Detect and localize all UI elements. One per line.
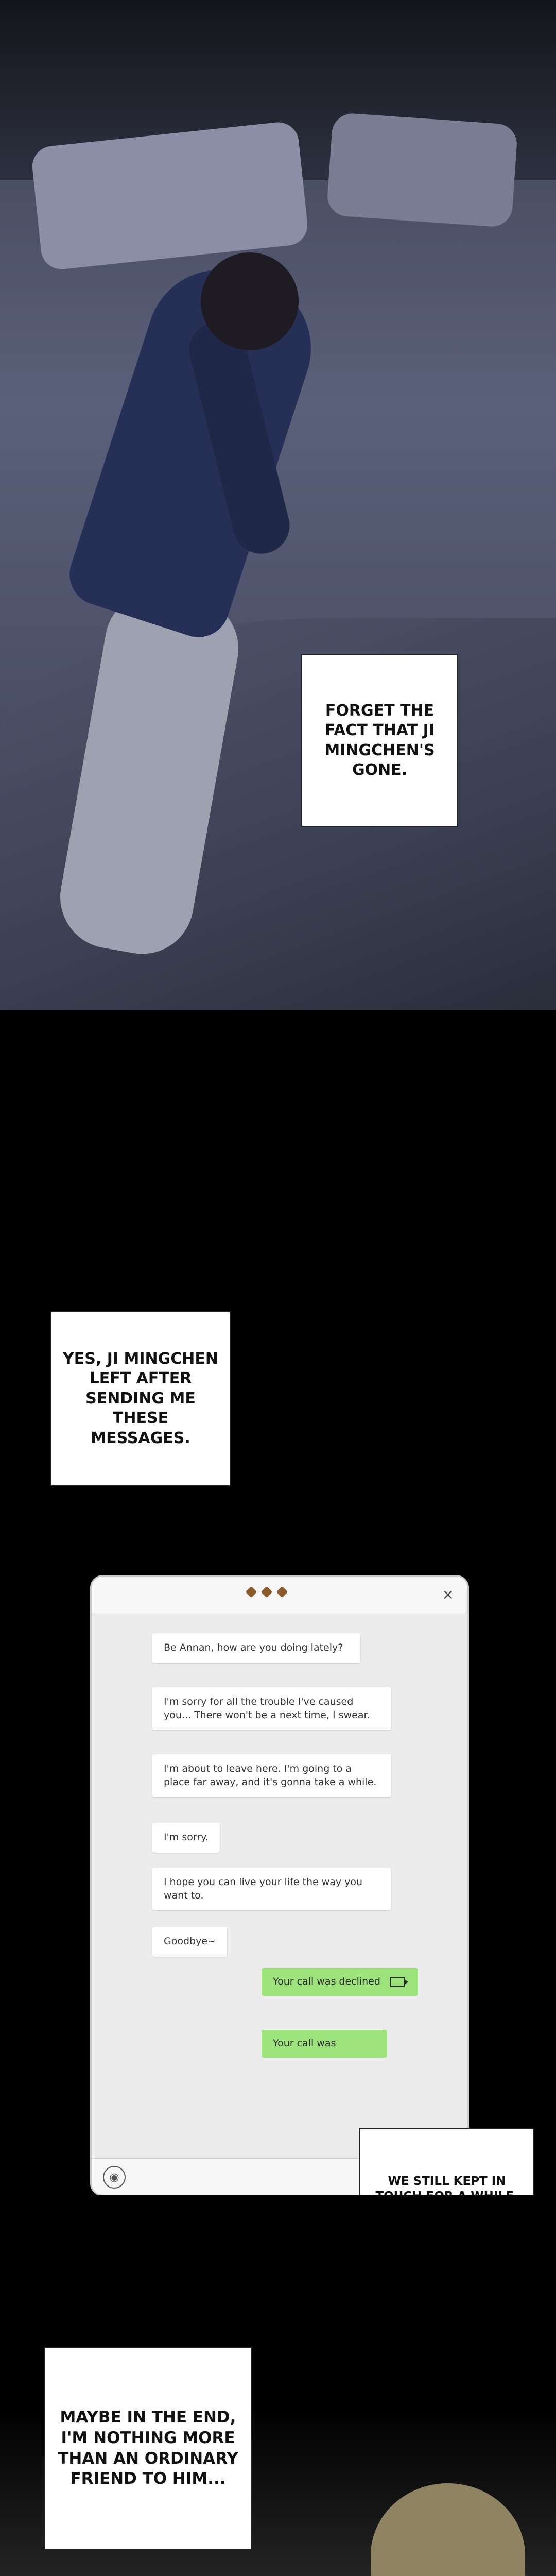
message-bubble: Be Annan, how are you doing lately?	[152, 1633, 360, 1663]
message-bubble: I'm sorry.	[152, 1823, 220, 1853]
black-gap	[0, 1010, 556, 1577]
pillow-right	[326, 112, 518, 228]
caption-forget: FORGET THE FACT THAT JI MINGCHEN'S GONE.	[301, 654, 458, 827]
message-bubble: I'm about to leave here. I'm going to a place far away, and it's gonna take a while.	[152, 1754, 391, 1797]
caption-kept-in-touch: WE STILL KEPT IN	[359, 2128, 534, 2342]
phone-chat-screenshot	[92, 1577, 467, 2195]
call-declined-text: Your call was declined	[273, 1976, 380, 1987]
caption-yes-ji-mingchen: YES, JI MINGCHEN LEFT AFTER SENDING ME THESE MESSAGES.	[50, 1311, 231, 1486]
call-declined-text: Your call was	[273, 2038, 336, 2049]
message-bubble: I hope you can live your life the way you want to.	[152, 1868, 391, 1910]
message-bubble: I'm sorry for all the trouble I've caused you... There won't be a next time, I swear.	[152, 1687, 391, 1730]
bed-scene-panel	[0, 0, 556, 1010]
message-bubble: Goodbye~	[152, 1927, 227, 1957]
voice-icon[interactable]: ◉	[103, 2166, 126, 2189]
figure-head	[201, 252, 299, 350]
message-list	[92, 1577, 467, 2195]
close-icon[interactable]: ×	[442, 1586, 454, 1603]
call-declined-bubble	[262, 2030, 387, 2058]
call-declined-bubble	[262, 1968, 418, 1996]
caption-ordinary-friend: MAYBE IN THE END, I'M NOTHING MORE THAN AN ORDINARY FRIEND TO HIM...	[44, 2347, 252, 2550]
video-call-icon	[390, 1977, 405, 1987]
boy-hair	[371, 2483, 525, 2576]
